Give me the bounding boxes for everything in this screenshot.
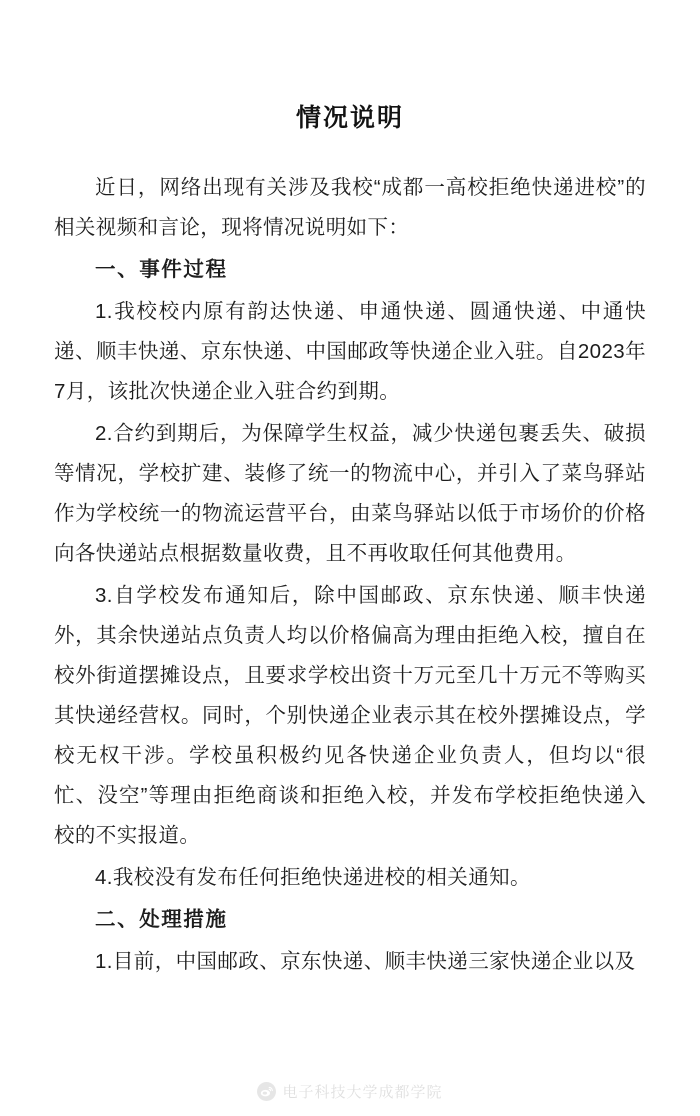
paragraph-section-1-heading: 一、事件过程 bbox=[95, 258, 228, 281]
paragraph-item-2-1: 1.目前，中国邮政、京东快递、顺丰快递三家快递企业以及 bbox=[95, 950, 636, 973]
paragraph-item-1-2: 2.合约到期后，为保障学生权益，减少快递包裹丢失、破损等情况，学校扩建、装修了统一的物流中心，并引入了菜鸟驿站作为学校统一的物流运营平台，由菜鸟驿站以低于市场价的价格向各快递站点根据数量收费，且不再收取任何其他费用。 bbox=[54, 422, 646, 565]
watermark bbox=[0, 1081, 700, 1102]
paragraph-item-1-1: 1.我校校内原有韵达快递、申通快递、圆通快递、中通快递、顺丰快递、京东快递、中国邮政等快递企业入驻。自2023年7月，该批次快递企业入驻合约到期。 bbox=[54, 300, 646, 403]
paragraph-section-2-heading: 二、处理措施 bbox=[95, 908, 228, 931]
paragraph-intro: 近日，网络出现有关涉及我校“成都一高校拒绝快递进校”的相关视频和言论，现将情况说明如下： bbox=[54, 176, 646, 239]
page-title: 情况说明 bbox=[295, 104, 404, 132]
weibo-logo-icon bbox=[257, 1082, 276, 1101]
watermark-text: 电子科技大学成都学院 bbox=[282, 1084, 443, 1101]
paragraph-item-1-4: 4.我校没有发布任何拒绝快递进校的相关通知。 bbox=[95, 866, 531, 889]
paragraph-item-1-3: 3.自学校发布通知后，除中国邮政、京东快递、顺丰快递外，其余快递站点负责人均以价格偏高为理由拒绝入校，擅自在校外街道摆摊设点，且要求学校出资十万元至几十万元不等购买其快递经营权。同时，个别快递企业表示其在校外摆摊设点，学校无权干涉。学校虽积极约见各快递企业负责人，但均以“很忙、没空”等理由拒绝商谈和拒绝入校，并发布学校拒绝快递入校的不实报道。 bbox=[54, 584, 646, 847]
bottom-fade bbox=[0, 1046, 700, 1072]
